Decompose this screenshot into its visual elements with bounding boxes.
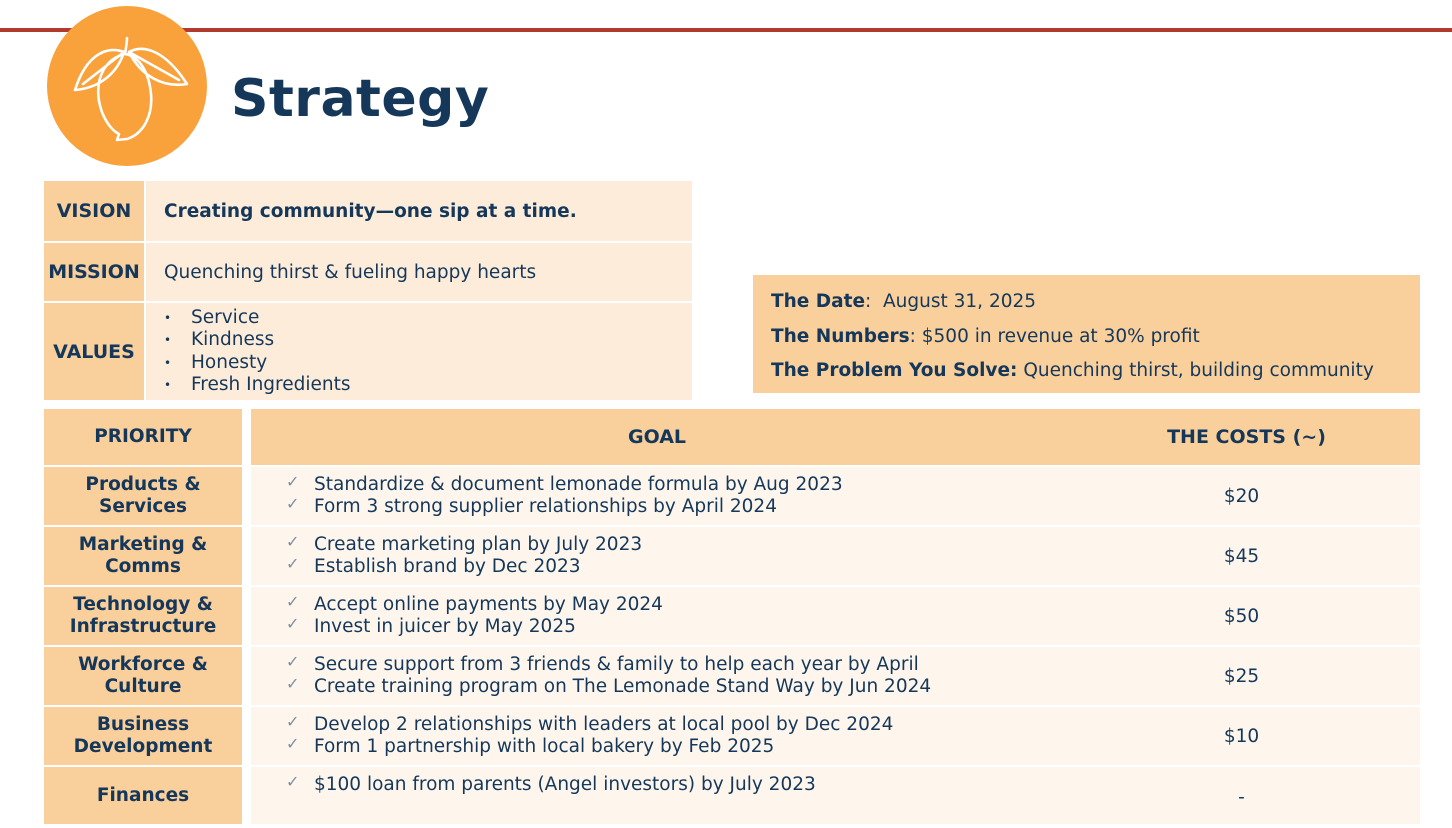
priority-cell: Products & Services — [44, 467, 242, 525]
vision-mission-values-table — [44, 181, 692, 400]
mission-label: MISSION — [44, 243, 144, 301]
checkmark-icon: ✓ — [286, 652, 300, 671]
values-list-item: • Service — [164, 306, 260, 328]
date-label: The Date — [771, 291, 866, 312]
problem-value: Quenching thirst, building community — [1023, 360, 1374, 381]
bullet-icon: • — [164, 355, 172, 370]
values-list-item: • Kindness — [164, 329, 275, 350]
goal-list — [251, 767, 1063, 796]
numbers-value: $500 in revenue at 30% profit — [921, 325, 1200, 347]
goal-cost-cell — [251, 707, 1420, 765]
key-facts-box — [753, 275, 1420, 393]
goal-item: ✓ Form 3 strong supplier relationships by April 2024 — [286, 494, 777, 517]
top-accent-line — [0, 28, 1452, 32]
cost-cell: $20 — [1223, 485, 1260, 507]
checkmark-icon: ✓ — [286, 734, 300, 753]
goal-list — [251, 647, 1063, 698]
logo — [47, 6, 207, 166]
checkmark-icon: ✓ — [286, 592, 300, 611]
values-list-item: • Honesty — [164, 351, 268, 373]
goal-item: ✓ Standardize & document lemonade formula by Aug 2023 — [286, 472, 843, 495]
cost-cell: $10 — [1223, 725, 1260, 747]
numbers-fact: The Numbers: $500 in revenue at 30% profit — [771, 325, 1200, 347]
mission-value — [146, 243, 692, 301]
table-row — [44, 707, 1420, 765]
goal-cost-cell — [251, 767, 1420, 824]
goal-list — [251, 707, 1063, 758]
goal-item: ✓ Accept online payments by May 2024 — [286, 592, 663, 615]
checkmark-icon: ✓ — [286, 494, 300, 513]
goal-item: ✓ Establish brand by Dec 2023 — [286, 554, 581, 577]
cost-cell: - — [1238, 787, 1245, 808]
goal-cost-cell — [251, 587, 1420, 645]
goal-cost-cell — [251, 647, 1420, 705]
problem-label: The Problem You Solve: — [771, 360, 1018, 381]
table-row — [44, 527, 1420, 585]
costs-header: THE COSTS (~) — [1167, 426, 1326, 448]
table-row — [44, 587, 1420, 645]
goal-cost-cell — [251, 467, 1420, 525]
goal-header: GOAL — [627, 426, 687, 448]
priority-cell: Marketing & Comms — [44, 527, 242, 585]
header-rest — [251, 409, 1420, 465]
goal-item: ✓ Develop 2 relationships with leaders at local pool by Dec 2024 — [286, 712, 894, 735]
goal-item: ✓ Create training program on The Lemonade Stand Way by Jun 2024 — [286, 674, 932, 697]
table-header-row — [44, 409, 1420, 465]
goal-item: ✓ Invest in juicer by May 2025 — [286, 614, 576, 637]
checkmark-icon: ✓ — [286, 614, 300, 633]
goal-item: ✓ $100 loan from parents (Angel investors) by July 2023 — [286, 772, 816, 795]
priority-cell: Workforce & Culture — [44, 647, 242, 705]
priorities-table — [44, 409, 1420, 826]
cost-cell: $45 — [1223, 545, 1260, 567]
values-list — [164, 307, 351, 397]
goal-list — [251, 527, 1063, 578]
goal-cost-cell — [251, 527, 1420, 585]
table-row — [44, 647, 1420, 705]
cost-cell: $50 — [1223, 605, 1260, 627]
mission-row — [44, 243, 692, 301]
checkmark-icon: ✓ — [286, 554, 300, 573]
goal-item: ✓ Secure support from 3 friends & family to help each year by April — [286, 652, 919, 675]
values-row — [44, 303, 692, 400]
values-label: VALUES — [44, 303, 144, 400]
vision-text: Creating community—one sip at a time. — [164, 200, 577, 222]
vision-row — [44, 181, 692, 241]
mission-text: Quenching thirst & fueling happy hearts — [164, 261, 537, 283]
cost-cell: $25 — [1223, 665, 1260, 687]
table-row — [44, 767, 1420, 824]
checkmark-icon: ✓ — [286, 712, 300, 731]
bullet-icon: • — [164, 378, 172, 392]
page-title: Strategy — [231, 69, 490, 129]
values-value — [146, 303, 692, 400]
numbers-label: The Numbers — [771, 325, 910, 347]
date-fact: The Date: August 31, 2025 — [771, 291, 1037, 312]
checkmark-icon: ✓ — [286, 772, 300, 791]
priority-cell: Business Development — [44, 707, 242, 765]
priority-cell: Finances — [44, 767, 242, 824]
date-value: August 31, 2025 — [883, 291, 1037, 312]
goal-item: ✓ Form 1 partnership with local bakery by Feb 2025 — [286, 734, 775, 757]
vision-label: VISION — [44, 181, 144, 241]
lemon-icon — [47, 6, 207, 166]
vision-value — [146, 181, 692, 241]
goal-list — [251, 587, 1063, 638]
goal-item: ✓ Create marketing plan by July 2023 — [286, 532, 643, 555]
problem-fact — [771, 354, 1402, 389]
priority-cell: Technology & Infrastructure — [44, 587, 242, 645]
bullet-icon: • — [164, 333, 172, 347]
bullet-icon: • — [164, 310, 172, 325]
values-list-item: • Fresh Ingredients — [164, 374, 351, 395]
checkmark-icon: ✓ — [286, 532, 300, 551]
checkmark-icon: ✓ — [286, 674, 300, 693]
goal-list — [251, 467, 1063, 518]
checkmark-icon: ✓ — [286, 472, 300, 491]
priority-header: PRIORITY — [44, 409, 242, 465]
table-row — [44, 467, 1420, 525]
